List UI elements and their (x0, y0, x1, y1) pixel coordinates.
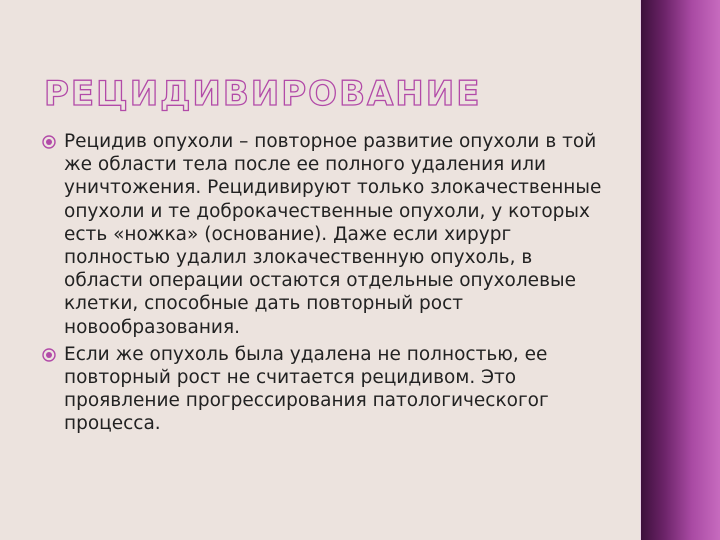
side-band-divider (640, 0, 641, 540)
bullet-text: Если же опухоль была удалена не полностью, ее повторный рост не считается рецидивом. Это проявление прогрессирования патологическогог процесса. (64, 343, 549, 435)
bullet-item (42, 130, 612, 339)
radio-circle-bullet-icon (42, 135, 56, 149)
radio-circle-bullet-icon (42, 348, 56, 362)
decorative-side-band (640, 0, 720, 540)
bullet-text: Рецидив опухоли – повторное развитие опухоли в той же области тела после ее полного удаления или уничтожения. Рецидивируют только злокачественные опухоли и те доброкачественные опухоли, у которых есть «ножка» (основание). Даже если хирург полностью удалил злокачественную опухоль, в области операции остаются отдельные опухолевые клетки, способные дать повторный рост новообразования. (64, 131, 602, 338)
bullet-item (42, 343, 612, 436)
slide-title: РЕЦИДИВИРОВАНИЕ (44, 74, 482, 114)
bullet-list (42, 130, 612, 440)
